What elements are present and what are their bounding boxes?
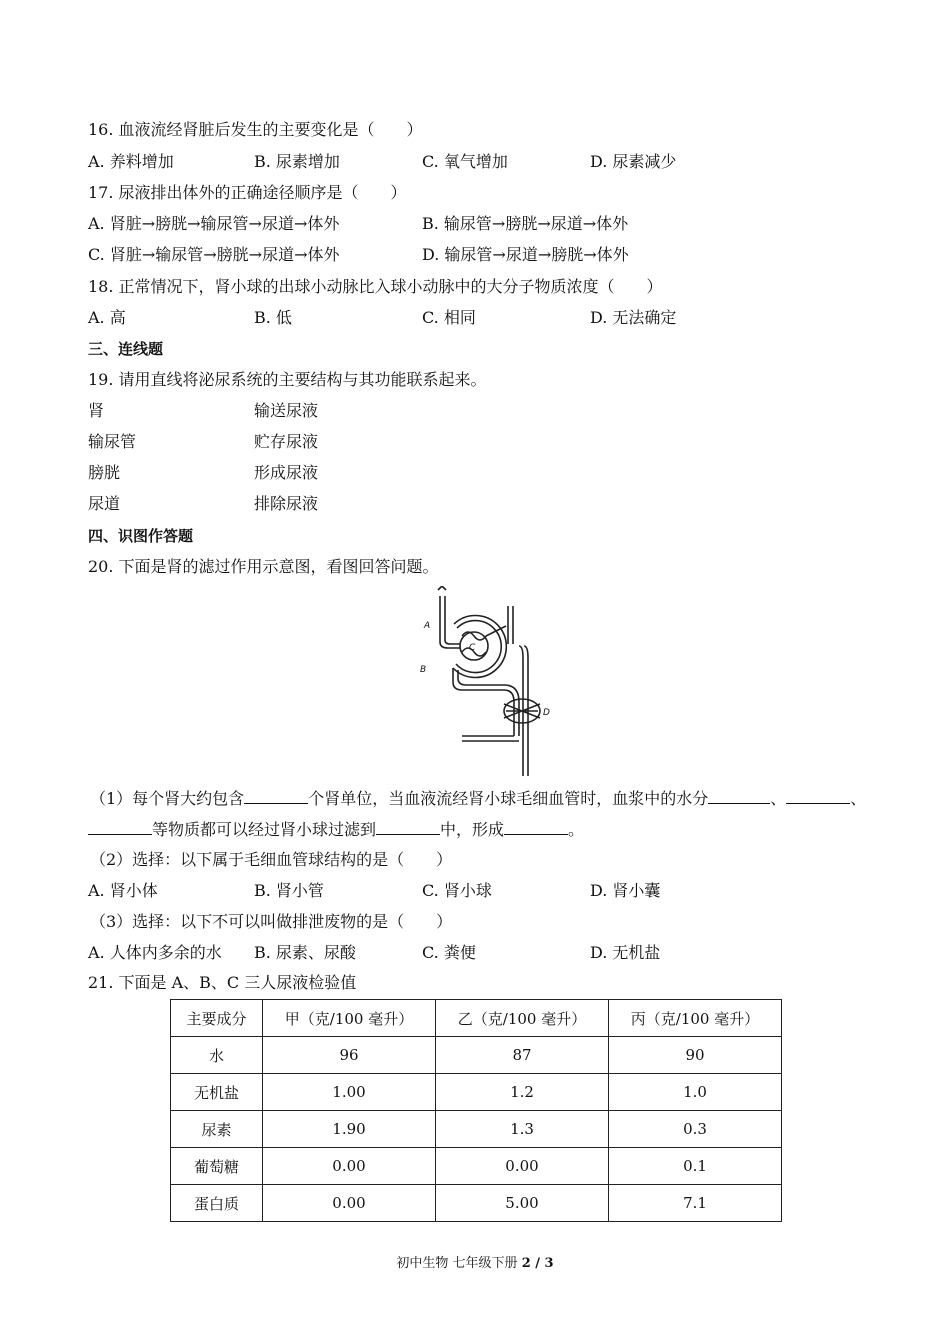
table-cell: 尿素 xyxy=(171,1111,263,1148)
q17-option-c: C. 肾脏→输尿管→膀胱→尿道→体外 xyxy=(88,245,340,264)
table-header-cell: 甲（克/100 毫升） xyxy=(263,1000,436,1037)
q19-function[interactable]: 贮存尿液 xyxy=(254,432,319,451)
table-cell: 7.1 xyxy=(609,1185,782,1222)
q20-part1-text: 。 xyxy=(568,820,585,839)
q16-stem: 16. 血液流经肾脏后发生的主要变化是（ ） xyxy=(88,120,423,139)
table-cell: 葡萄糖 xyxy=(171,1148,263,1185)
q19-stem: 19. 请用直线将泌尿系统的主要结构与其功能联系起来。 xyxy=(88,370,487,389)
table-header-cell: 主要成分 xyxy=(171,1000,263,1037)
table-cell: 87 xyxy=(436,1037,609,1074)
q17-option-b: B. 输尿管→膀胱→尿道→体外 xyxy=(422,214,629,233)
table-row xyxy=(171,1074,782,1111)
table-cell: 0.00 xyxy=(263,1185,436,1222)
table-header-row xyxy=(171,1000,782,1037)
q20-part2-stem: （2）选择：以下属于毛细血管球结构的是（ ） xyxy=(90,850,453,869)
table-cell: 1.00 xyxy=(263,1074,436,1111)
table-cell: 1.2 xyxy=(436,1074,609,1111)
table-cell: 90 xyxy=(609,1037,782,1074)
label-d: D xyxy=(543,708,550,718)
table-cell: 0.3 xyxy=(609,1111,782,1148)
q19-function[interactable]: 排除尿液 xyxy=(254,494,319,513)
table-row xyxy=(171,1148,782,1185)
table-row xyxy=(171,1185,782,1222)
blank-nephron-count[interactable] xyxy=(244,789,308,804)
q19-function[interactable]: 输送尿液 xyxy=(254,401,319,420)
q21-stem: 21. 下面是 A、B、C 三人尿液检验值 xyxy=(88,973,357,992)
q17-stem: 17. 尿液排出体外的正确途径顺序是（ ） xyxy=(88,183,407,202)
q20-part2-option-a: A. 肾小体 xyxy=(88,881,158,900)
q19-structure[interactable]: 尿道 xyxy=(88,494,121,513)
table-row xyxy=(171,1037,782,1074)
table-cell: 1.3 xyxy=(436,1111,609,1148)
section-heading-matching: 三、连线题 xyxy=(88,340,164,358)
q20-stem: 20. 下面是肾的滤过作用示意图，看图回答问题。 xyxy=(88,557,439,576)
table-cell: 无机盐 xyxy=(171,1074,263,1111)
q20-part1-text: （1）每个肾大约包含 xyxy=(90,789,245,808)
q20-part3-option-b: B. 尿素、尿酸 xyxy=(254,943,356,962)
urine-test-table xyxy=(170,999,782,1222)
q18-option-b: B. 低 xyxy=(254,308,292,327)
label-a: A xyxy=(424,621,431,631)
q20-part3-option-a: A. 人体内多余的水 xyxy=(88,943,222,962)
q18-option-d: D. 无法确定 xyxy=(590,308,677,327)
q16-option-c: C. 氧气增加 xyxy=(422,152,508,171)
table-cell: 96 xyxy=(263,1037,436,1074)
q18-option-c: C. 相同 xyxy=(422,308,476,327)
q16-option-d: D. 尿素减少 xyxy=(590,152,677,171)
q16-option-a: A. 养料增加 xyxy=(88,152,174,171)
q17-option-a: A. 肾脏→膀胱→输尿管→尿道→体外 xyxy=(88,214,340,233)
q20-part2-option-b: B. 肾小管 xyxy=(254,881,324,900)
q16-option-b: B. 尿素增加 xyxy=(254,152,340,171)
q20-part1-text: 、 xyxy=(770,789,787,808)
table-cell: 1.90 xyxy=(263,1111,436,1148)
blank-substance-3[interactable] xyxy=(88,820,152,835)
q19-structure[interactable]: 肾 xyxy=(88,401,105,420)
q20-part3-option-c: C. 粪便 xyxy=(422,943,476,962)
q20-part3-option-d: D. 无机盐 xyxy=(590,943,661,962)
table-cell: 0.00 xyxy=(436,1148,609,1185)
q17-option-d: D. 输尿管→尿道→膀胱→体外 xyxy=(422,245,629,264)
q20-part1-text: 个肾单位，当血液流经肾小球毛细血管时，血浆中的水分 xyxy=(308,789,709,808)
q20-part3-stem: （3）选择：以下不可以叫做排泄废物的是（ ） xyxy=(90,912,453,931)
nephron-filtration-diagram xyxy=(412,586,562,778)
q20-part2-option-d: D. 肾小囊 xyxy=(590,881,661,900)
q18-stem: 18. 正常情况下，肾小球的出球小动脉比入球小动脉中的大分子物质浓度（ ） xyxy=(88,277,663,296)
table-cell: 水 xyxy=(171,1037,263,1074)
table-cell: 蛋白质 xyxy=(171,1185,263,1222)
q20-part1-text: 等物质都可以经过肾小球过滤到 xyxy=(152,820,377,839)
table-cell: 0.1 xyxy=(609,1148,782,1185)
blank-filtrate-location[interactable] xyxy=(376,820,440,835)
table-cell: 1.0 xyxy=(609,1074,782,1111)
q18-option-a: A. 高 xyxy=(88,308,126,327)
q19-function[interactable]: 形成尿液 xyxy=(254,463,319,482)
table-row xyxy=(171,1111,782,1148)
q20-part1-line1 xyxy=(90,789,866,809)
table-cell: 5.00 xyxy=(436,1185,609,1222)
q20-part1-line2 xyxy=(88,820,584,840)
blank-substance-1[interactable] xyxy=(708,789,770,804)
label-b: B xyxy=(420,665,427,675)
q19-structure[interactable]: 膀胱 xyxy=(88,463,121,482)
label-c: C xyxy=(469,643,476,653)
table-header-cell: 乙（克/100 毫升） xyxy=(436,1000,609,1037)
page-footer xyxy=(0,1252,950,1271)
q19-structure[interactable]: 输尿管 xyxy=(88,432,137,451)
section-heading-diagram: 四、识图作答题 xyxy=(88,527,194,545)
footer-text: 初中生物 七年级下册 xyxy=(396,1256,522,1271)
table-cell: 0.00 xyxy=(263,1148,436,1185)
table-header-cell: 丙（克/100 毫升） xyxy=(609,1000,782,1037)
blank-product[interactable] xyxy=(504,820,568,835)
page-number: 2 / 3 xyxy=(521,1256,554,1271)
blank-substance-2[interactable] xyxy=(786,789,850,804)
q20-part1-text: 中，形成 xyxy=(440,820,505,839)
q20-part2-option-c: C. 肾小球 xyxy=(422,881,492,900)
q20-part1-text: 、 xyxy=(850,789,867,808)
